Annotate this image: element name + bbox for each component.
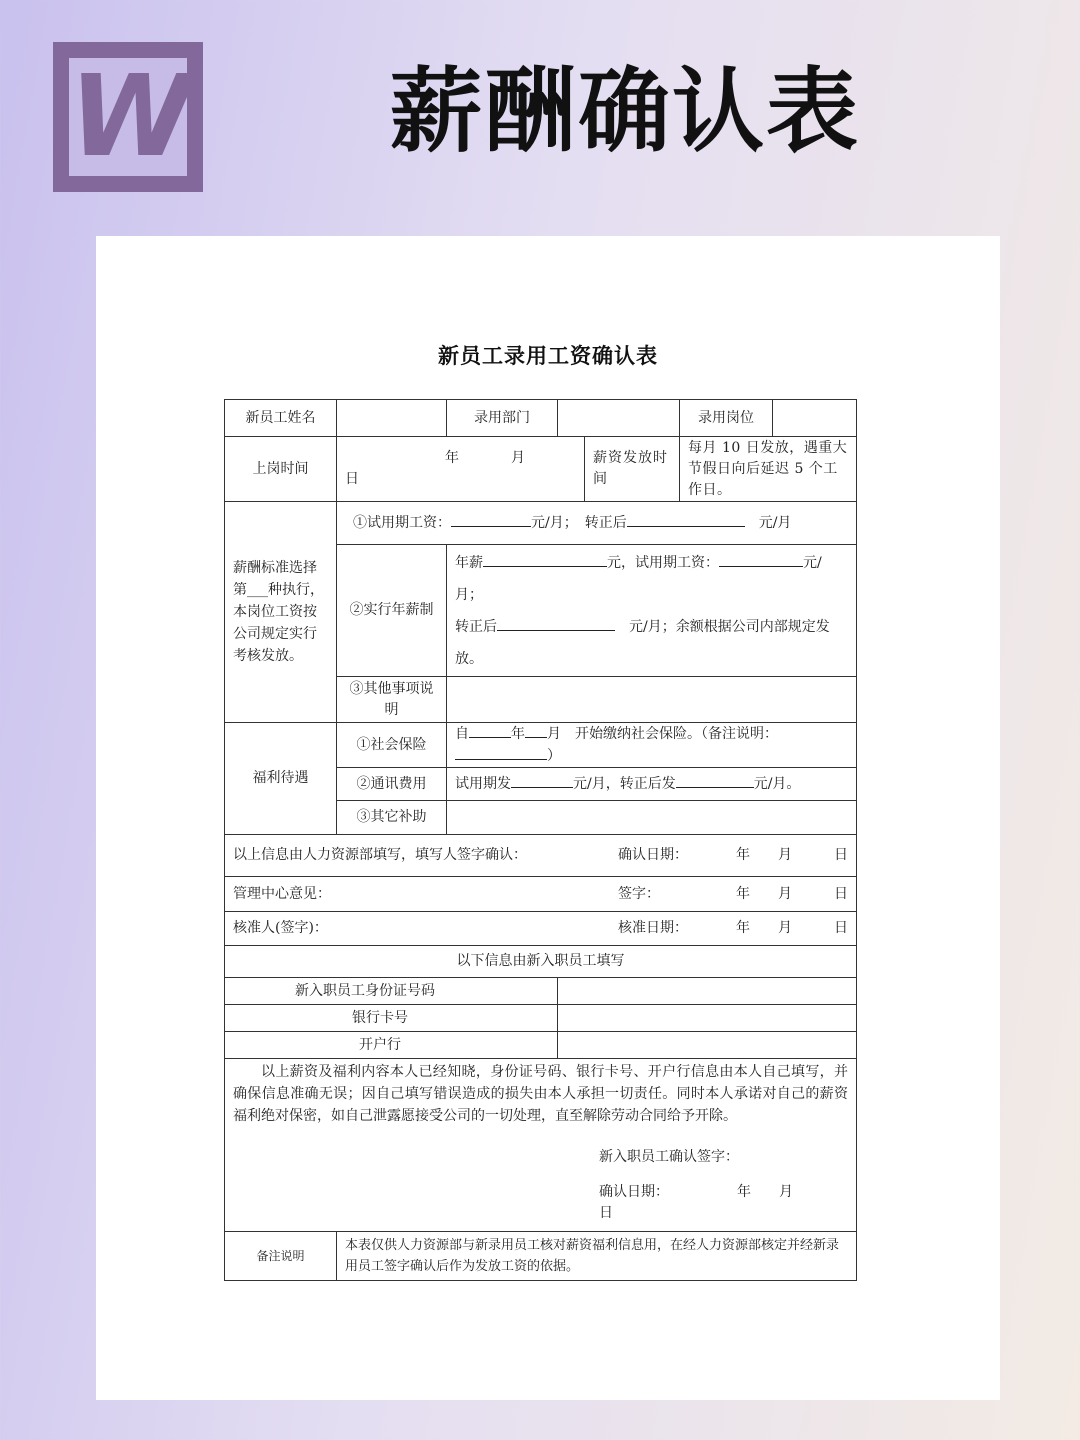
table-row	[225, 1032, 857, 1059]
approve-date-ymd: 年 月 日	[736, 920, 848, 936]
table-row	[225, 835, 857, 877]
other-subsidy-label: ③其它补助	[337, 801, 447, 835]
table-row	[225, 502, 857, 545]
opt2-text-c: 元/月；	[455, 554, 822, 603]
regular-salary-blank[interactable]	[627, 512, 745, 527]
table-row	[225, 912, 857, 946]
pay-time-label: 薪资发放时间	[585, 437, 680, 502]
option-one-text-a: ①试用期工资：	[353, 515, 451, 531]
management-opinion-row	[225, 877, 857, 912]
department-label: 录用部门	[447, 400, 558, 437]
table-row	[225, 1059, 857, 1232]
table-row	[225, 877, 857, 912]
id-number-label: 新入职员工身份证号码	[225, 978, 558, 1005]
month-text: 月	[511, 450, 525, 466]
comm-probation-blank[interactable]	[511, 773, 573, 788]
year-text: 年	[445, 450, 459, 466]
social-text-a: 自	[455, 726, 469, 742]
option-one-text-c: 元/月	[758, 515, 792, 531]
hr-fill-row	[225, 835, 857, 877]
social-year-blank[interactable]	[469, 723, 511, 738]
bank-branch-label: 开户行	[225, 1032, 558, 1059]
welfare-label: 福利待遇	[225, 723, 337, 835]
communication-label: ②通讯费用	[337, 768, 447, 801]
confirm-date-label: 确认日期：	[618, 847, 688, 863]
employee-date-ymd: 年 月 日	[599, 1184, 835, 1221]
opt2-text-b: 元，试用期工资：	[607, 554, 719, 571]
social-insurance-label: ①社会保险	[337, 723, 447, 768]
annual-salary-blank[interactable]	[483, 552, 607, 567]
table-row	[225, 400, 857, 437]
table-row	[225, 1232, 857, 1281]
option-two-label: ②实行年薪制	[337, 545, 447, 677]
position-label: 录用岗位	[680, 400, 773, 437]
name-field[interactable]	[337, 400, 447, 437]
department-field[interactable]	[558, 400, 680, 437]
banner-title: 薪酬确认表	[390, 58, 861, 165]
comm-text-b: 元/月，转正后发	[573, 776, 676, 792]
option-two-annual-salary	[447, 545, 857, 677]
social-text-c: 月 开始缴纳社会保险。（备注说明：	[547, 726, 778, 742]
comm-regular-blank[interactable]	[676, 773, 754, 788]
opt2-text-a: 年薪	[455, 554, 483, 571]
employee-statement: 以上薪资及福利内容本人已经知晓，身份证号码、银行卡号、开户行信息由本人自己填写，并确保信息准确无误；因自己填写错误造成的损失由本人承担一切责任。同时本人承诺对自己的薪资福利绝对保密，如自己泄露愿接受公司的一切处理，直至解除劳动合同给予开除。	[233, 1064, 848, 1124]
management-opinion-label: 管理中心意见：	[233, 885, 331, 902]
communication-field	[447, 768, 857, 801]
start-date-label: 上岗时间	[225, 437, 337, 502]
sign-ymd: 年 月 日	[736, 885, 848, 902]
bank-branch-field[interactable]	[558, 1032, 857, 1059]
table-row	[225, 723, 857, 768]
option-three-field[interactable]	[447, 677, 857, 723]
bank-card-label: 银行卡号	[225, 1005, 558, 1032]
approver-label: 核准人(签字)：	[233, 920, 328, 936]
comm-text-a: 试用期发	[455, 776, 511, 792]
opt2-regular-blank[interactable]	[497, 616, 615, 631]
social-text-d: ）	[547, 748, 561, 764]
option-one-text-b: 元/月； 转正后	[531, 515, 627, 531]
bank-card-field[interactable]	[558, 1005, 857, 1032]
day-text: 日	[345, 471, 359, 487]
confirm-date-ymd: 年 月 日	[736, 847, 848, 863]
word-icon-letter: W	[69, 52, 187, 182]
option-one-probation	[337, 502, 857, 545]
option-three-label: ③其他事项说明	[337, 677, 447, 723]
pay-time-value: 每月 10 日发放，遇重大节假日向后延迟 5 个工作日。	[680, 437, 857, 502]
opt2-text-e: 元/月；余额根据公司内部规定发放。	[455, 618, 830, 667]
table-row	[225, 437, 857, 502]
opt2-probation-blank[interactable]	[719, 552, 803, 567]
start-date-field[interactable]	[337, 437, 585, 502]
employee-date-label: 确认日期：	[599, 1184, 669, 1200]
employee-sign-label[interactable]: 新入职员工确认签字：	[599, 1149, 739, 1165]
remark-text: 本表仅供人力资源部与新录用员工核对薪资福利信息用，在经人力资源部核定并经新录用员工签字确认后作为发放工资的依据。	[337, 1232, 857, 1281]
comm-text-c: 元/月。	[753, 776, 801, 792]
document-title: 新员工录用工资确认表	[438, 343, 658, 368]
sign-label: 签字：	[618, 885, 660, 902]
id-number-field[interactable]	[558, 978, 857, 1005]
employee-statement-cell	[225, 1059, 857, 1232]
approver-row	[225, 912, 857, 946]
social-note-blank[interactable]	[455, 745, 547, 760]
table-row	[225, 946, 857, 978]
probation-salary-blank[interactable]	[451, 512, 531, 527]
remark-label: 备注说明	[225, 1232, 337, 1281]
name-label: 新员工姓名	[225, 400, 337, 437]
social-insurance-field	[447, 723, 857, 768]
table-row	[225, 978, 857, 1005]
salary-confirmation-form	[224, 399, 857, 1281]
opt2-text-d: 转正后	[455, 618, 497, 635]
employee-section-header: 以下信息由新入职员工填写	[225, 946, 857, 978]
table-row	[225, 1005, 857, 1032]
approve-date-label: 核准日期：	[618, 920, 688, 936]
position-field[interactable]	[773, 400, 857, 437]
social-text-b: 年	[511, 726, 525, 742]
word-app-icon	[53, 42, 203, 192]
salary-standard-text: 薪酬标准选择第___种执行，本岗位工资按公司规定实行考核发放。	[225, 502, 337, 723]
hr-fill-text: 以上信息由人力资源部填写，填写人签字确认：	[233, 847, 527, 863]
other-subsidy-field[interactable]	[447, 801, 857, 835]
social-month-blank[interactable]	[525, 723, 547, 738]
